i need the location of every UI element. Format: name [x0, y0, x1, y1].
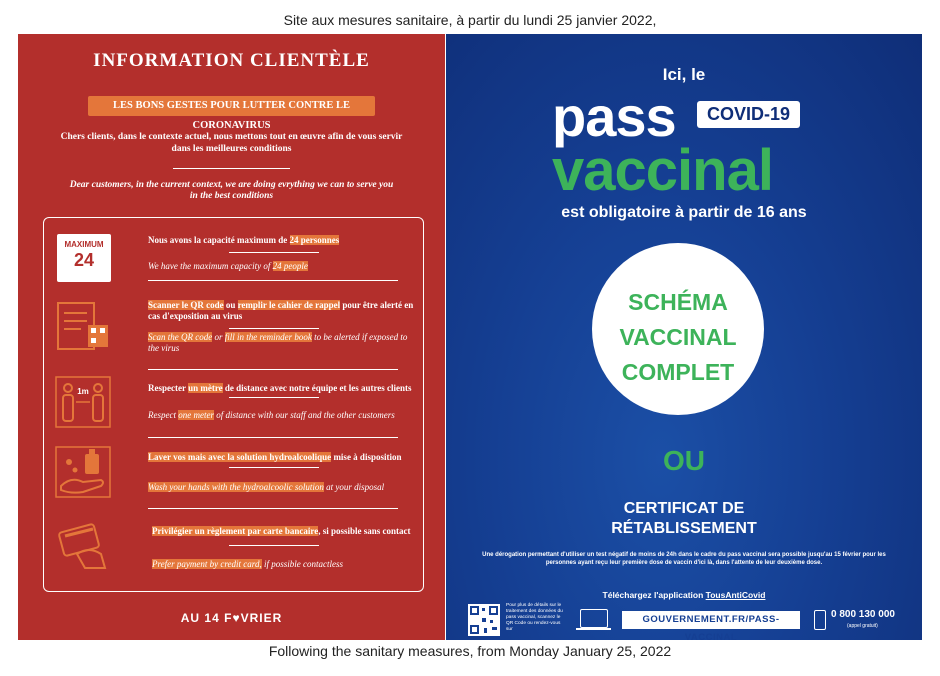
rule-wash-en [148, 482, 420, 493]
circle-line: SCHÉMA [628, 289, 728, 315]
pass-vaccinal-poster [446, 34, 922, 643]
footer-text: AU 14 F [180, 611, 233, 625]
intro-english: Dear customers, in the current context, we are doing evrything we can to serve you in the best conditions [69, 180, 394, 201]
credit-card-icon [55, 520, 111, 572]
rule-card-fr [152, 526, 424, 537]
rule-card-en [152, 559, 424, 570]
rule-text: de distance avec notre équipe et les autres clients [222, 383, 412, 393]
rule-text: or [212, 332, 225, 342]
app-download-text [446, 590, 922, 600]
rule-text: , si possible sans contact [318, 526, 411, 536]
rule-text: ou [223, 300, 238, 310]
rule-distance-fr [148, 383, 420, 394]
divider [148, 280, 398, 281]
website-link[interactable]: GOUVERNEMENT.FR/PASS-VACCINAL [622, 611, 800, 629]
divider [229, 467, 319, 468]
footer-text: VRIER [240, 611, 283, 625]
rule-highlight: Scanner le QR code [148, 300, 224, 310]
rule-capacity-en [148, 261, 420, 272]
certificate-line: CERTIFICAT DE [623, 500, 745, 517]
rule-highlight: one meter [178, 410, 214, 420]
divider [229, 397, 319, 398]
intro-french: Chers clients, dans le contexte actuel, nous mettons tout en œuvre afin de vous servir dans les meilleures conditions [60, 132, 403, 154]
rule-text: mise à disposition [331, 452, 402, 462]
rule-text: We have the maximum capacity of [148, 261, 273, 271]
rule-distance-en [148, 410, 420, 421]
circle-text [592, 285, 764, 390]
phone-note: (appel gratuit) [847, 623, 878, 629]
rule-highlight: Privilégier un règlement par carte bancaire [152, 526, 319, 536]
rule-text: of distance with our staff and the other customers [213, 410, 395, 420]
divider [148, 369, 398, 370]
rule-text: to be alerted if exposed to the virus [148, 332, 408, 353]
rule-text: pour être alerté en cas d'exposition au virus [148, 300, 414, 321]
gestures-banner: LES BONS GESTES POUR LUTTER CONTRE LE CORONAVIRUS [88, 96, 375, 116]
app-name-link[interactable]: TousAntiCovid [705, 590, 766, 600]
rule-highlight: Scan the QR code [148, 332, 213, 342]
hand-sanitizer-icon [55, 446, 111, 498]
phone-icon [814, 610, 826, 630]
certificate-text [446, 499, 922, 539]
rule-qr-fr [148, 300, 420, 322]
caption-top: Site aux mesures sanitaire, à partir du lundi 25 janvier 2022, [283, 12, 657, 28]
capacity-label: MAXIMUM [64, 240, 104, 249]
heart-icon: ♥ [232, 611, 241, 625]
qr-code-note: Pour plus de détails sur le traitement des données du pass vaccinal, scannez le QR Code ou rendez-vous sur [506, 603, 563, 632]
rule-highlight: 24 personnes [289, 235, 340, 245]
app-text: Téléchargez l'application [602, 590, 706, 600]
capacity-value: 24 [73, 250, 95, 270]
divider [229, 545, 319, 546]
poster-title: INFORMATION CLIENTÈLE [93, 50, 370, 71]
divider [148, 508, 398, 509]
poster-footer [18, 611, 445, 625]
caption-bottom: Following the sanitary measures, from Monday January 25, 2022 [268, 643, 672, 659]
rule-capacity-fr [148, 235, 420, 246]
phone-number[interactable]: 0 800 130 000 [831, 609, 895, 620]
rule-highlight: Prefer payment by credit card, [152, 559, 262, 569]
laptop-icon [580, 609, 608, 628]
social-distance-icon [55, 376, 111, 428]
divider [229, 252, 319, 253]
rule-highlight: remplir le cahier de rappel [237, 300, 341, 310]
rule-highlight: fill in the reminder book [224, 332, 312, 342]
pass-heading: pass [552, 85, 676, 148]
rule-text: at your disposal [323, 482, 385, 492]
rule-text: Respect [148, 410, 179, 420]
rule-qr-en [148, 332, 420, 354]
circle-line: VACCINAL [619, 324, 737, 350]
or-text: OU [663, 445, 705, 476]
rule-text: if possible contactless [261, 559, 343, 569]
obligation-text: est obligatoire à partir de 16 ans [561, 204, 807, 221]
covid-badge: COVID-19 [697, 101, 800, 128]
rule-highlight: Wash your hands with the hydroalcoolic solution [148, 482, 324, 492]
capacity-badge [57, 234, 111, 282]
qr-code-icon[interactable] [468, 604, 500, 636]
qr-code-form-icon [55, 301, 111, 353]
rule-text: Respecter [148, 383, 189, 393]
laptop-base [576, 628, 611, 630]
poster-intro: Ici, le [662, 65, 706, 84]
rule-highlight: 24 people [272, 261, 308, 271]
derogation-notice: Une dérogation permettant d'utiliser un test négatif de moins de 24h dans le cadre du pass vaccinal sera possible jusqu'au 15 février pour les personnes ayant reçu leur première dose de vaccin d'ici là, dans l'attente de leur deuxième dose. [482, 552, 886, 566]
divider [173, 168, 290, 169]
rule-text: Nous avons la capacité maximum de [148, 235, 290, 245]
rule-highlight: un mètre [188, 383, 223, 393]
vaccinal-heading: vaccinal [552, 138, 773, 203]
distance-label: 1m [77, 387, 89, 396]
information-clientele-poster [18, 34, 445, 640]
certificate-line: RÉTABLISSEMENT [611, 520, 757, 537]
rule-highlight: Laver vos mais avec la solution hydroalcoolique [148, 452, 332, 462]
circle-line: COMPLET [621, 359, 735, 385]
rules-box [43, 217, 424, 592]
rule-wash-fr [148, 452, 420, 463]
divider [148, 437, 398, 438]
divider [229, 328, 319, 329]
complete-vaccination-circle [592, 243, 764, 415]
